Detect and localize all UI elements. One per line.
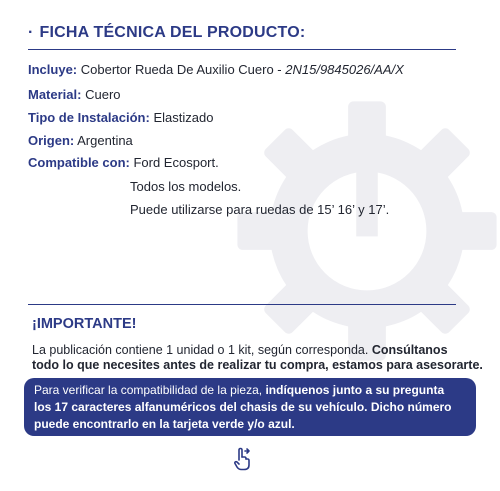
important-line-1-normal: La publicación contiene 1 unidad o 1 kit, según corresponda. xyxy=(32,343,372,357)
spec-material-value: Cuero xyxy=(85,87,121,102)
notice-line-1-bold: indíquenos junto a su pregunta xyxy=(265,383,445,397)
spec-incluye-label: Incluye: xyxy=(28,62,78,77)
section-divider xyxy=(28,304,456,305)
spec-material xyxy=(28,86,121,103)
important-line-2-bold: todo lo que necesites antes de realizar tu compra, estamos para asesorarte. xyxy=(32,358,483,372)
title-divider xyxy=(28,49,456,50)
notice-line-1-normal: Para verificar la compatibilidad de la pieza, xyxy=(34,383,266,397)
notice-line-2 xyxy=(34,399,466,416)
notice-line-2-bold: los 17 caracteres alfanuméricos del chasis de su vehículo. Dicho número xyxy=(34,400,452,414)
notice-line-3-bold: puede encontrarlo en la tarjeta verde y/o azul. xyxy=(34,417,295,431)
gear-logo-watermark-icon xyxy=(232,96,500,366)
important-line-1-bold: Consúltanos xyxy=(371,343,448,357)
title-bullet: · xyxy=(28,24,34,41)
important-heading: ¡IMPORTANTE! xyxy=(32,316,137,332)
notice-line-1 xyxy=(34,382,466,399)
spec-origen xyxy=(28,132,133,149)
spec-instalacion xyxy=(28,109,213,126)
spec-instalacion-label: Tipo de Instalación: xyxy=(28,110,150,125)
page-title xyxy=(28,24,305,42)
spec-incluye-code: 2N15/9845026/AA/X xyxy=(285,62,404,77)
spec-incluye xyxy=(28,61,404,78)
spec-compatible-value: Ford Ecosport. xyxy=(133,155,219,170)
notice-line-3 xyxy=(34,416,466,433)
spec-material-label: Material: xyxy=(28,87,82,102)
spec-compatible-extra-2: Puede utilizarse para ruedas de 15’ 16’ y 17’. xyxy=(130,202,390,217)
spec-compatible-label: Compatible con: xyxy=(28,155,130,170)
compatibility-notice xyxy=(24,378,476,436)
spec-compatible xyxy=(28,154,219,171)
spec-instalacion-value: Elastizado xyxy=(153,110,214,125)
spec-origen-value: Argentina xyxy=(77,133,133,148)
spec-origen-label: Origen: xyxy=(28,133,75,148)
spec-compatible-extra-1: Todos los modelos. xyxy=(130,179,242,194)
important-line-2 xyxy=(32,357,483,374)
pointing-hand-icon xyxy=(230,446,256,472)
spec-incluye-value: Cobertor Rueda De Auxilio Cuero - xyxy=(80,62,286,77)
title-text: FICHA TÉCNICA DEL PRODUCTO: xyxy=(39,24,306,41)
